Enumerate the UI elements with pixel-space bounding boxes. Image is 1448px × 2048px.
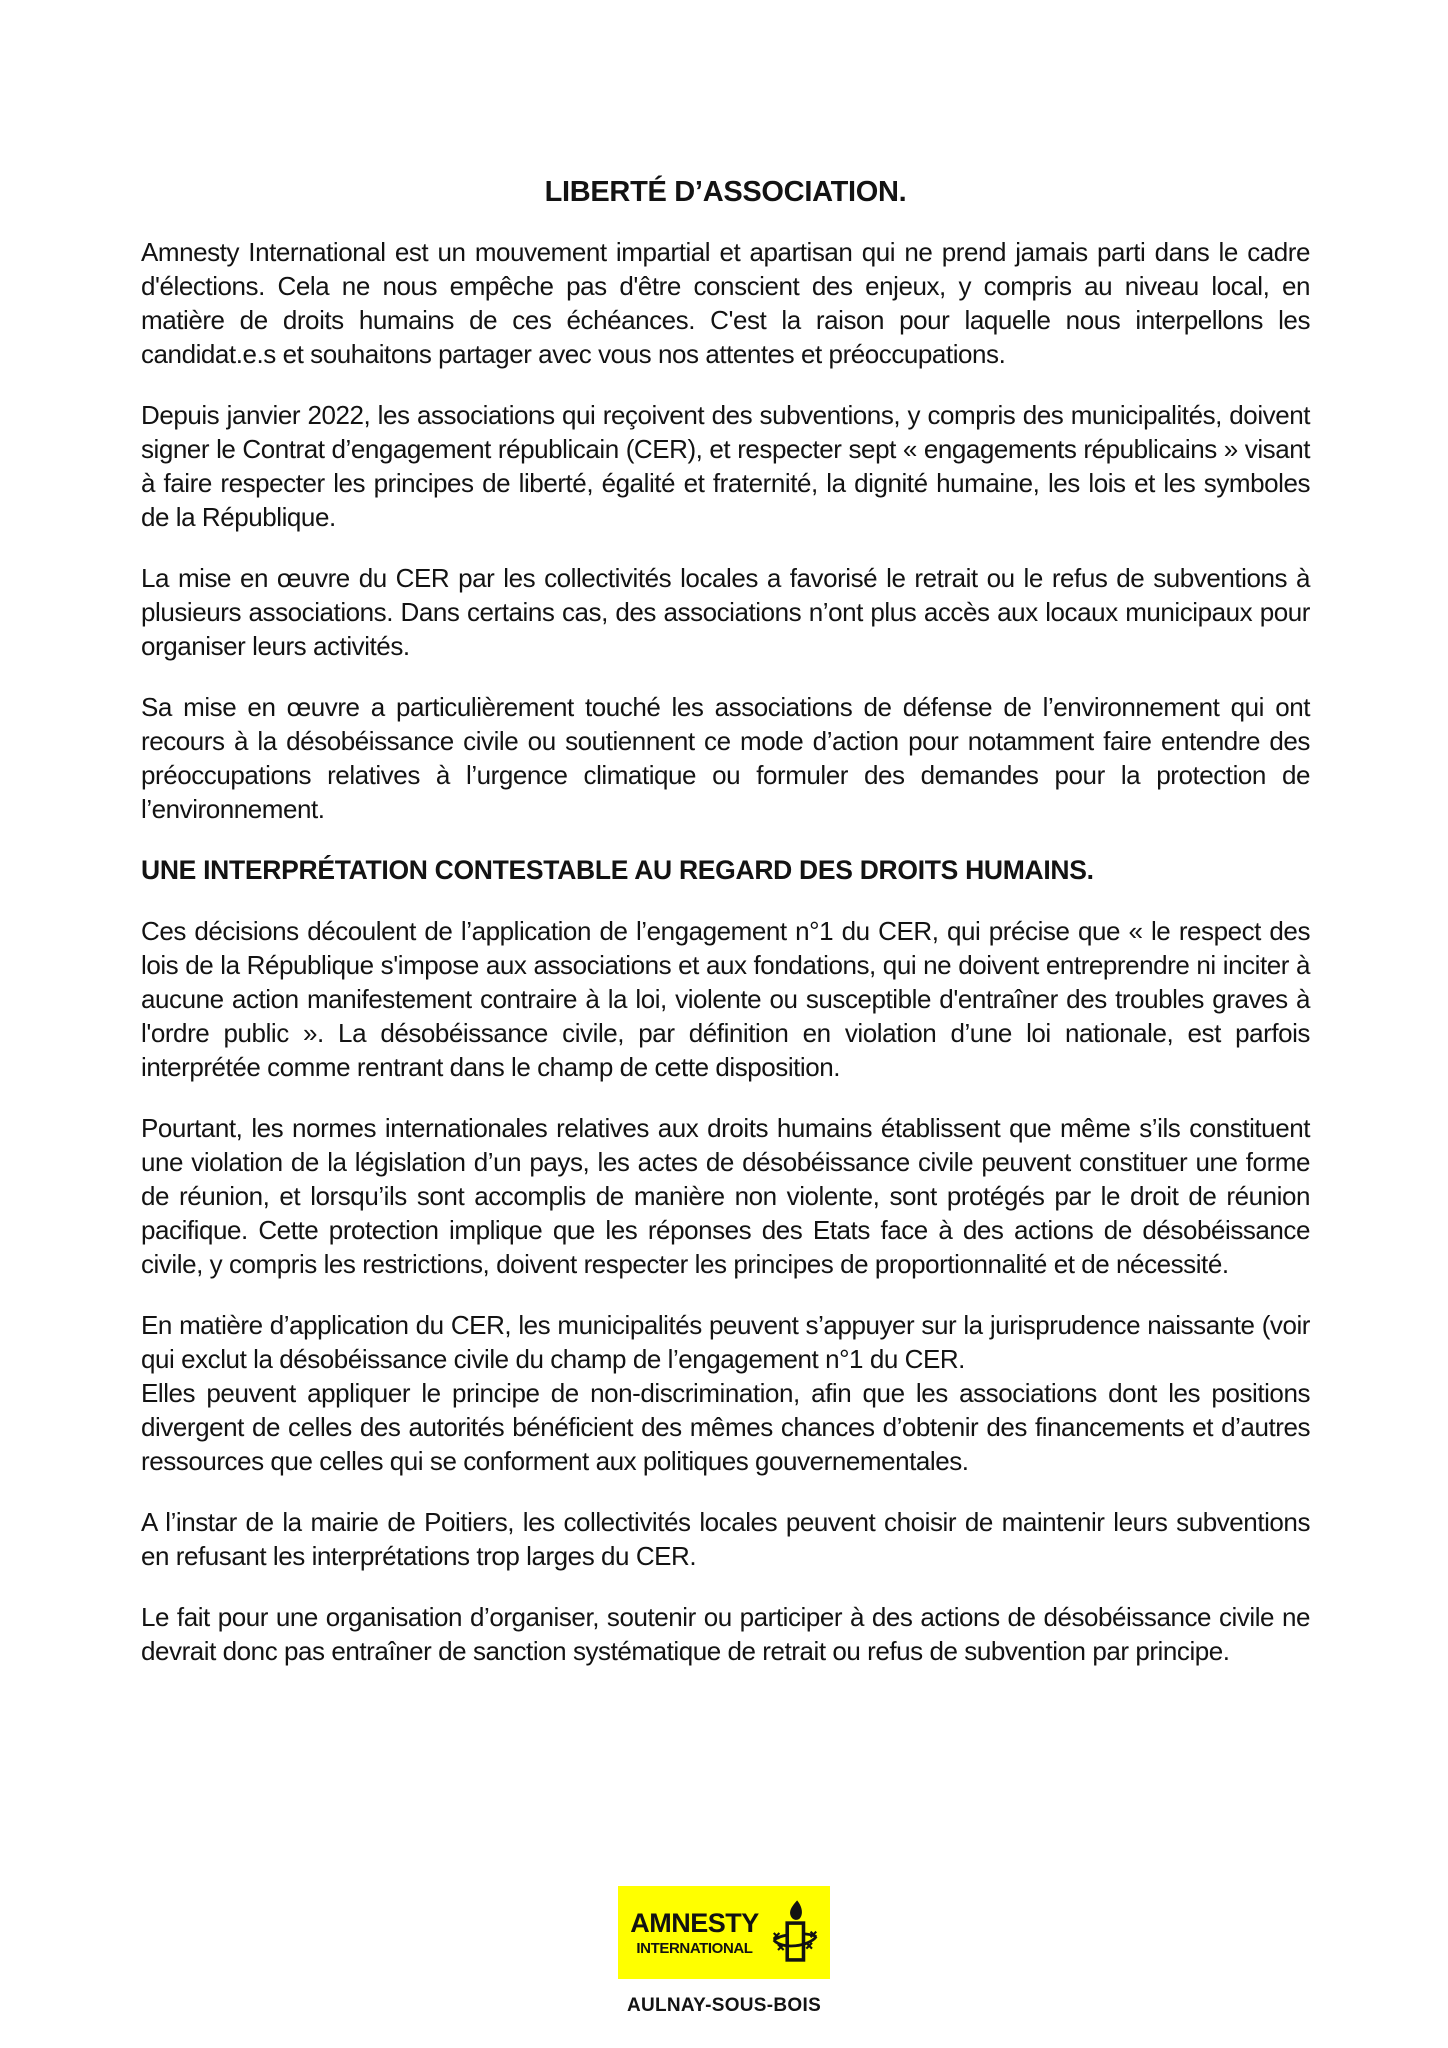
section-paragraph-5: Le fait pour une organisation d’organiser, soutenir ou participer à des actions de désobéissance civile ne devrait donc pas entraîner de sanction systématique de retrait ou refus de subvention par principe. [141, 1602, 1310, 1666]
section-paragraph-3 [141, 1308, 1310, 1478]
footer [0, 1886, 1448, 2017]
intro-paragraph-3: La mise en œuvre du CER par les collectivités locales a favorisé le retrait ou le refus de subventions à plusieurs associations. Dans certains cas, des associations n’ont plus accès aux locaux municipaux pour organiser leurs activités. [141, 563, 1310, 661]
page-title: LIBERTÉ D’ASSOCIATION. [544, 176, 907, 208]
amnesty-logo [618, 1886, 830, 1979]
section-paragraph-3-part-2: Elles peuvent appliquer le principe de non-discrimination, afin que les associations dont les positions divergent de celles des autorités bénéficient des mêmes chances d’obtenir des financements et d’autres ressources que celles qui se conforment aux politiques gouvernementales. [141, 1378, 1310, 1476]
section-heading: UNE INTERPRÉTATION CONTESTABLE AU REGARD DES DROITS HUMAINS. [141, 855, 1094, 885]
document-content [141, 176, 1310, 1695]
footer-location: AULNAY-SOUS-BOIS [626, 1995, 822, 2016]
candle-barbed-wire-icon [772, 1899, 818, 1967]
intro-paragraph-1: Amnesty International est un mouvement impartial et apartisan qui ne prend jamais parti dans le cadre d'élections. Cela ne nous empêche pas d'être conscient des enjeux, y compris au niveau local, en matière de droits humains de ces échéances. C'est la raison pour laquelle nous interpellons les candidat.e.s et souhaitons partager avec vous nos attentes et préoccupations. [141, 237, 1310, 369]
section-paragraph-4: A l’instar de la mairie de Poitiers, les collectivités locales peuvent choisir de maintenir leurs subventions en refusant les interprétations trop larges du CER. [141, 1507, 1310, 1571]
section-paragraph-3-part-1: En matière d’application du CER, les municipalités peuvent s’appuyer sur la jurisprudence naissante (voir qui exclut la désobéissance civile du champ de l’engagement n°1 du CER. [141, 1310, 1310, 1374]
amnesty-logo-line2: INTERNATIONAL [636, 1939, 753, 1957]
intro-paragraph-4: Sa mise en œuvre a particulièrement touché les associations de défense de l’environnement qui ont recours à la désobéissance civile ou soutiennent ce mode d’action pour notamment faire entendre des préoccupations relatives à l’urgence climatique ou formuler des demandes pour la protection de l’environnement. [141, 692, 1310, 824]
section-paragraph-1: Ces décisions découlent de l’application de l’engagement n°1 du CER, qui précise que « le respect des lois de la République s'impose aux associations et aux fondations, qui ne doivent entreprendre ni inciter à aucune action manifestement contraire à la loi, violente ou susceptible d'entraîner des troubles graves à l'ordre public ». La désobéissance civile, par définition en violation d’une loi nationale, est parfois interprétée comme rentrant dans le champ de cette disposition. [141, 916, 1310, 1082]
amnesty-logo-line1: AMNESTY [630, 1907, 759, 1938]
intro-paragraph-2: Depuis janvier 2022, les associations qui reçoivent des subventions, y compris des municipalités, doivent signer le Contrat d’engagement républicain (CER), et respecter sept « engagements républicains » visant à faire respecter les principes de liberté, égalité et fraternité, la dignité humaine, les lois et les symboles de la République. [141, 400, 1310, 532]
section-paragraph-2: Pourtant, les normes internationales relatives aux droits humains établissent que même s’ils constituent une violation de la législation d’un pays, les actes de désobéissance civile peuvent constituer une forme de réunion, et lorsqu’ils sont accomplis de manière non violente, sont protégés par le droit de réunion pacifique. Cette protection implique que les réponses des Etats face à des actions de désobéissance civile, y compris les restrictions, doivent respecter les principes de proportionnalité et de nécessité. [141, 1113, 1310, 1279]
amnesty-logo-wordmark [630, 1907, 759, 1957]
